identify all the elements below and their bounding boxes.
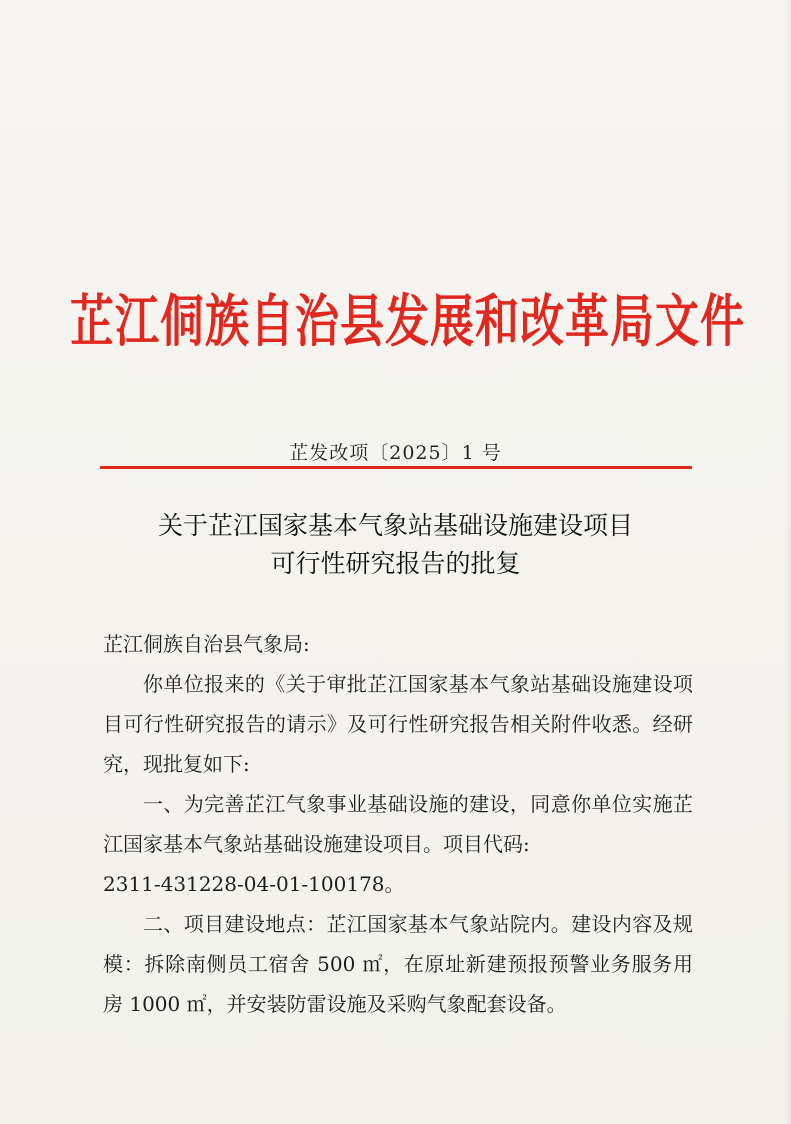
header-red-rule bbox=[100, 466, 692, 469]
project-code: 2311-431228-04-01-100178。 bbox=[103, 872, 405, 896]
document-header-title: 芷江侗族自治县发展和改革局文件 bbox=[70, 289, 745, 355]
subject-line-2: 可行性研究报告的批复 bbox=[270, 549, 521, 578]
body-paragraph-1: 你单位报来的《关于审批芷江国家基本气象站基础设施建设项目可行性研究报告的请示》及可行性研究报告相关附件收悉。经研究，现批复如下: bbox=[103, 672, 693, 776]
body-paragraph-3: 二、项目建设地点：芷江国家基本气象站院内。建设内容及规模：拆除南侧员工宿舍 500 ㎡，在原址新建预报预警业务服务用房 1000 ㎡，并安装防雷设施及采购气象配套设备。 bbox=[103, 912, 693, 1016]
document-number: 芷发改项〔2025〕1 号 bbox=[289, 442, 502, 464]
salutation: 芷江侗族自治县气象局: bbox=[103, 632, 310, 656]
body-paragraph-2 bbox=[103, 784, 693, 864]
document-body bbox=[103, 624, 693, 1024]
paragraph-2-text: 一、为完善芷江气象事业基础设施的建设，同意你单位实施芷江国家基本气象站基础设施建设项目。项目代码: bbox=[103, 792, 693, 856]
document-subject bbox=[0, 507, 791, 583]
subject-line-1: 关于芷江国家基本气象站基础设施建设项目 bbox=[157, 511, 633, 540]
